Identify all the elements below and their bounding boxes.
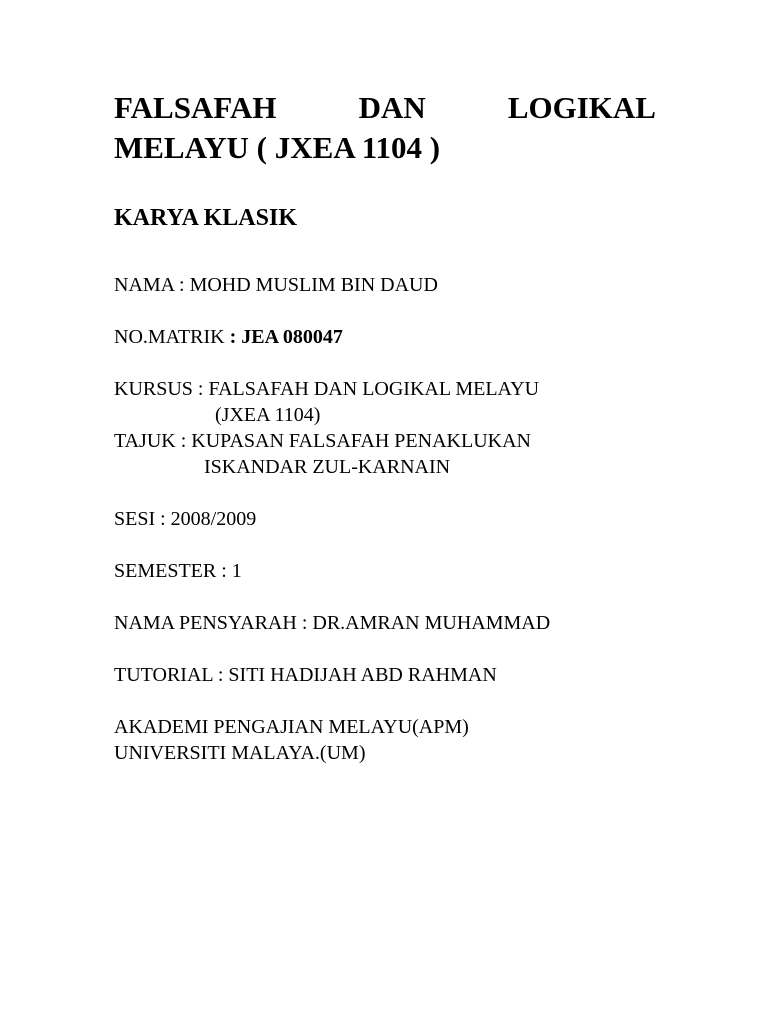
field-sesi: SESI : 2008/2009 — [114, 508, 257, 530]
field-tajuk: TAJUK : KUPASAN FALSAFAH PENAKLUKAN — [114, 430, 531, 452]
field-kursus-code: (JXEA 1104) — [215, 404, 321, 426]
field-matrik — [114, 324, 343, 350]
document-subtitle: KARYA KLASIK — [114, 205, 297, 231]
title-line-1 — [114, 88, 656, 128]
field-kursus: KURSUS : FALSAFAH DAN LOGIKAL MELAYU — [114, 378, 540, 400]
field-matrik-value: : JEA 080047 — [229, 326, 343, 348]
title-line-2: MELAYU ( JXEA 1104 ) — [114, 130, 441, 165]
title-word-2: DAN — [358, 90, 426, 125]
field-pensyarah: NAMA PENSYARAH : DR.AMRAN MUHAMMAD — [114, 612, 551, 634]
title-word-3: LOGIKAL — [507, 90, 656, 125]
title-word-1: FALSAFAH — [114, 90, 277, 125]
field-nama: NAMA : MOHD MUSLIM BIN DAUD — [114, 274, 438, 296]
field-universiti: UNIVERSITI MALAYA.(UM) — [114, 742, 366, 764]
field-tutorial: TUTORIAL : SITI HADIJAH ABD RAHMAN — [114, 664, 497, 686]
document-title — [114, 88, 656, 168]
field-akademi: AKADEMI PENGAJIAN MELAYU(APM) — [114, 716, 469, 738]
field-semester: SEMESTER : 1 — [114, 560, 242, 582]
field-matrik-label: NO.MATRIK — [114, 326, 230, 348]
field-tajuk-cont: ISKANDAR ZUL-KARNAIN — [204, 456, 451, 478]
